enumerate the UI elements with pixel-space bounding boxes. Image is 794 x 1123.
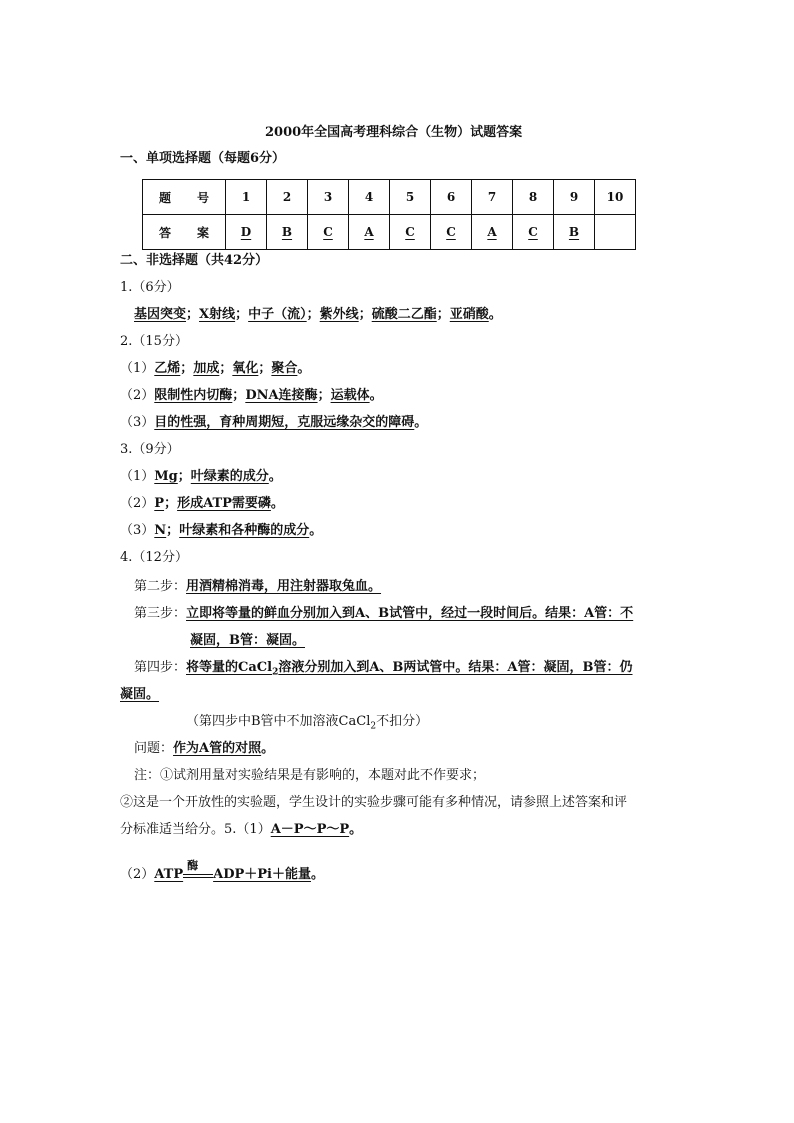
q3-label: 3.（9分） [120,442,180,457]
q4-step3-cont: 凝固，B管：凝固。 [190,633,305,648]
table-row-numbers [143,180,636,215]
answer-cell: B [554,215,595,250]
answer-cell: C [513,215,554,250]
q4-question: 问题：作为A管的对照。 [134,741,275,756]
q4-step3: 第三步：立即将等量的鲜血分别加入到A、B试管中，经过一段时间后。结果：A管：不 [134,606,634,621]
table-row-answers [143,215,636,250]
answer-cell: C [308,215,349,250]
question-number: 6 [431,180,472,215]
question-number: 1 [226,180,267,215]
q4-note2: ②这是一个开放性的实验题，学生设计的实验步骤可能有多种情况，请参照上述答案和评 [120,795,628,810]
question-number: 4 [349,180,390,215]
answer-cell: B [267,215,308,250]
section1-heading: 一、单项选择题（每题6分） [120,151,286,166]
question-number: 5 [390,180,431,215]
answer-cell: C [390,215,431,250]
answer-cell: A [472,215,513,250]
q2-part2: （2）限制性内切酶；DNA连接酶；运载体。 [120,388,383,403]
q1-answer: 基因突变；X射线；中子（流）；紫外线；硫酸二乙酯；亚硝酸。 [134,307,502,322]
q1-label: 1.（6分） [120,280,180,295]
q3-part2: （2）P；形成ATP需要磷。 [120,496,284,511]
q4-step4: 第四步：将等量的CaCl$_2$溶液分别加入到A、B两试管中。结果：A管：凝固，B管：仍 [134,660,633,678]
question-number: 8 [513,180,554,215]
q4-note1: 注：①试剂用量对实验结果是有影响的，本题对此不作要求； [134,768,486,783]
answer-table [142,179,636,250]
q5-label: 5. [224,822,237,837]
page-title: 2000年全国高考理科综合（生物）试题答案 [265,125,523,140]
answer-cell: A [349,215,390,250]
question-number: 7 [472,180,513,215]
question-number: 10 [595,180,636,215]
question-number: 3 [308,180,349,215]
q2-part1: （1）乙烯；加成；氧化；聚合。 [120,361,311,376]
answer-cell: D [226,215,267,250]
q3-part1: （1）Mg；叶绿素的成分。 [120,469,282,484]
answer-cell [595,215,636,250]
q4-label: 4.（12分） [120,550,188,565]
q5-part2: （2）ATP 酶 ADP＋Pi＋能量。 [120,859,324,882]
row-label-answer: 答 案 [143,215,226,250]
q4-step4-note: （第四步中B管中不加溶液CaCl$_2$不扣分） [186,714,429,732]
reversible-reaction-arrow: 酶 [183,866,213,884]
q2-part3: （3）目的性强，育种周期短，克服远缘杂交的障碍。 [120,415,428,430]
q4-step2: 第二步：用酒精棉消毒，用注射器取兔血。 [134,579,382,594]
section2-heading: 二、非选择题（共42分） [120,253,269,268]
q4-step4-cont: 凝固。 [120,687,160,702]
answer-cell: C [431,215,472,250]
question-number: 9 [554,180,595,215]
q3-part3: （3）N；叶绿素和各种酶的成分。 [120,523,323,538]
row-label-number: 题 号 [143,180,226,215]
question-number: 2 [267,180,308,215]
q4-note2-cont: 分标准适当给分。5.（1）A－P～P～P。 [120,822,363,837]
q2-label: 2.（15分） [120,334,188,349]
